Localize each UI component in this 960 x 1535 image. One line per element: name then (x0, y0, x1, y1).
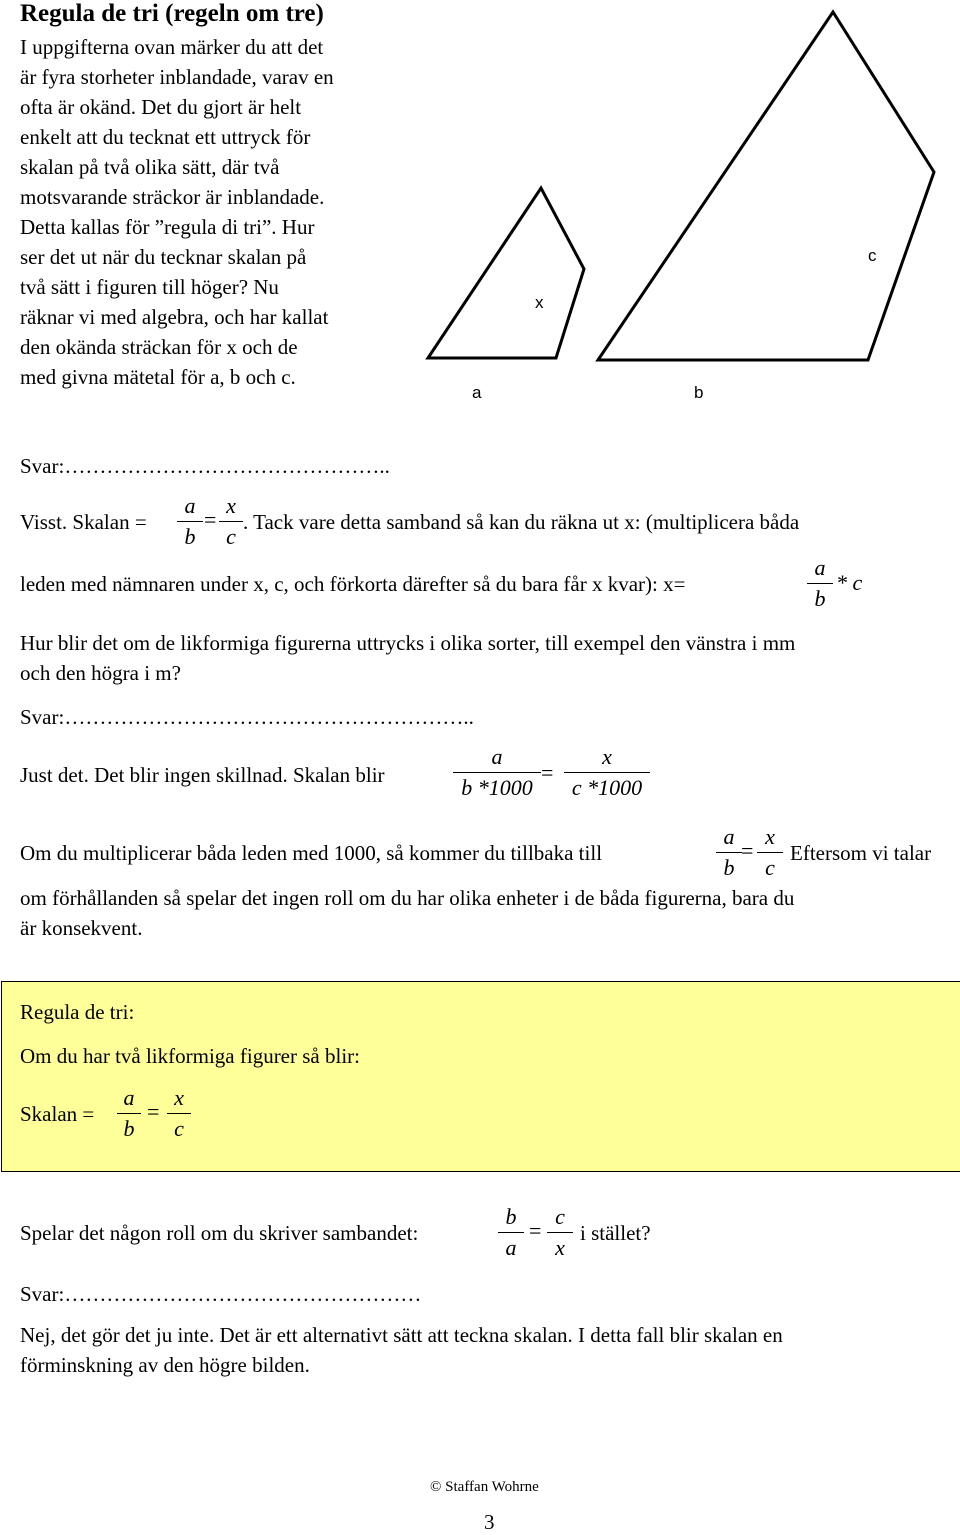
answer-line-2: Svar:………………………………………………….. (20, 705, 474, 729)
small-quadrilateral (428, 188, 584, 358)
fraction-denominator: b (723, 855, 735, 880)
leden-text: leden med nämnaren under x, c, och förkorta därefter så du bara får x kvar): x= (20, 572, 686, 596)
spelar-text: Spelar det någon roll om du skriver sambandet: (20, 1221, 419, 1245)
just-prefix: Just det. Det blir ingen skillnad. Skalan blir (20, 763, 385, 787)
fraction-denominator: c (765, 855, 775, 880)
fraction-x-over-c (757, 825, 783, 880)
spelar-suffix: i stället? (580, 1221, 651, 1245)
answer-text-line: förminskning av den högre bilden. (20, 1353, 310, 1377)
fraction-c-over-x (547, 1205, 573, 1260)
fraction-bar (564, 772, 650, 773)
fraction-numerator: a (491, 744, 503, 769)
intro-line: två sätt i figuren till höger? Nu (20, 275, 279, 299)
fraction-denominator: b (123, 1116, 135, 1141)
fraction-denominator: b (184, 524, 196, 549)
page-number: 3 (484, 1510, 495, 1534)
rule-box-skalan: Skalan = (20, 1102, 95, 1126)
intro-line: ofta är okänd. Det du gjort är helt (20, 95, 302, 119)
question-units (20, 628, 795, 688)
rule-box-title: Regula de tri: (20, 1000, 135, 1024)
label-a: a (472, 383, 482, 402)
fraction-denominator: x (555, 1235, 565, 1260)
fraction-numerator: x (174, 1085, 184, 1110)
fraction-numerator: a (814, 555, 826, 580)
equals-sign: = (741, 838, 754, 863)
times-c: * c (836, 570, 863, 595)
fraction-bar (453, 772, 541, 773)
fraction-bar (177, 521, 203, 522)
fraction-a-over-b (177, 494, 203, 549)
intro-line: med givna mätetal för a, b och c. (20, 365, 296, 389)
fraction-denominator: b (814, 586, 826, 611)
fraction-a-over-b (716, 825, 742, 880)
relations-line: om förhållanden så spelar det ingen roll om du har olika enheter i de båda figurerna, bara du (20, 886, 795, 910)
fraction-bar (757, 852, 783, 853)
intro-line: räknar vi med algebra, och har kallat (20, 305, 329, 329)
equals-sign: = (147, 1099, 160, 1124)
fraction-numerator: a (184, 493, 196, 518)
fraction-denominator: c (174, 1116, 184, 1141)
visst-suffix: . Tack vare detta samband så kan du räkna ut x: (multiplicera båda (243, 510, 800, 534)
rule-box-line: Om du har två likformiga figurer så blir: (20, 1044, 360, 1068)
answer-line-3: Svar:…………………………………………… (20, 1282, 422, 1306)
intro-line: ser det ut när du tecknar skalan på (20, 245, 307, 269)
answer-paragraph (20, 1320, 783, 1380)
fraction-denominator: c (226, 524, 236, 549)
fraction-numerator: c (555, 1204, 565, 1229)
fraction-bar (807, 583, 833, 584)
question-line: Hur blir det om de likformiga figurerna uttrycks i olika sorter, till exempel den vänstra i mm (20, 631, 796, 655)
label-b: b (694, 383, 704, 402)
om-suffix: Eftersom vi talar (790, 841, 932, 865)
fraction-numerator: a (723, 824, 735, 849)
fraction-bar (547, 1232, 573, 1233)
fraction-x-over-c (167, 1086, 191, 1141)
fraction-denominator: c *1000 (571, 775, 643, 800)
relations-paragraph (20, 883, 794, 943)
equals-sign: = (204, 507, 217, 532)
fraction-a-over-b (117, 1086, 141, 1141)
label-c: c (868, 246, 877, 265)
intro-line: motsvarande sträckor är inblandade. (20, 185, 325, 209)
fraction-bar (117, 1113, 141, 1114)
fraction-numerator: a (123, 1085, 135, 1110)
intro-line: enkelt att du tecknat ett uttryck för (20, 125, 311, 149)
intro-line: I uppgifterna ovan märker du att det (20, 35, 324, 59)
intro-line: är fyra storheter inblandade, varav en (20, 65, 334, 89)
fraction-a-over-b (807, 556, 833, 611)
large-quadrilateral (598, 12, 934, 360)
fraction-numerator: x (765, 824, 775, 849)
page-title: Regula de tri (regeln om tre) (20, 0, 324, 27)
answer-line-1: Svar:……………………………………….. (20, 454, 390, 478)
fraction-numerator: x (602, 744, 612, 769)
fraction-bar (167, 1113, 191, 1114)
intro-line: den okända sträckan för x och de (20, 335, 298, 359)
om-text: Om du multiplicerar båda leden med 1000, så kommer du tillbaka till (20, 841, 603, 865)
fraction-bar (716, 852, 742, 853)
fraction-a-over-b1000 (453, 745, 541, 800)
fraction-numerator: b (505, 1204, 517, 1229)
intro-line: Detta kallas för ”regula di tri”. Hur (20, 215, 315, 239)
fraction-b-over-a (498, 1205, 524, 1260)
visst-prefix: Visst. Skalan = (20, 510, 147, 534)
fraction-x-over-c1000 (564, 745, 650, 800)
fraction-denominator: b *1000 (461, 775, 533, 800)
intro-line: skalan på två olika sätt, där två (20, 155, 280, 179)
equals-sign: = (541, 760, 554, 785)
answer-text-line: Nej, det gör det ju inte. Det är ett alternativt sätt att teckna skalan. I detta fall blir skalan en (20, 1323, 783, 1347)
similar-figures-diagram (0, 0, 960, 420)
question-line: och den högra i m? (20, 661, 181, 685)
fraction-bar (219, 521, 243, 522)
label-x: x (535, 293, 544, 312)
equals-sign: = (529, 1218, 542, 1243)
fraction-bar (498, 1232, 524, 1233)
fraction-denominator: a (505, 1235, 517, 1260)
relations-line: är konsekvent. (20, 916, 143, 940)
footer-copyright: © Staffan Wohrne (430, 1479, 539, 1495)
rule-box (1, 981, 960, 1172)
fraction-numerator: x (226, 493, 236, 518)
fraction-x-over-c (219, 494, 243, 549)
